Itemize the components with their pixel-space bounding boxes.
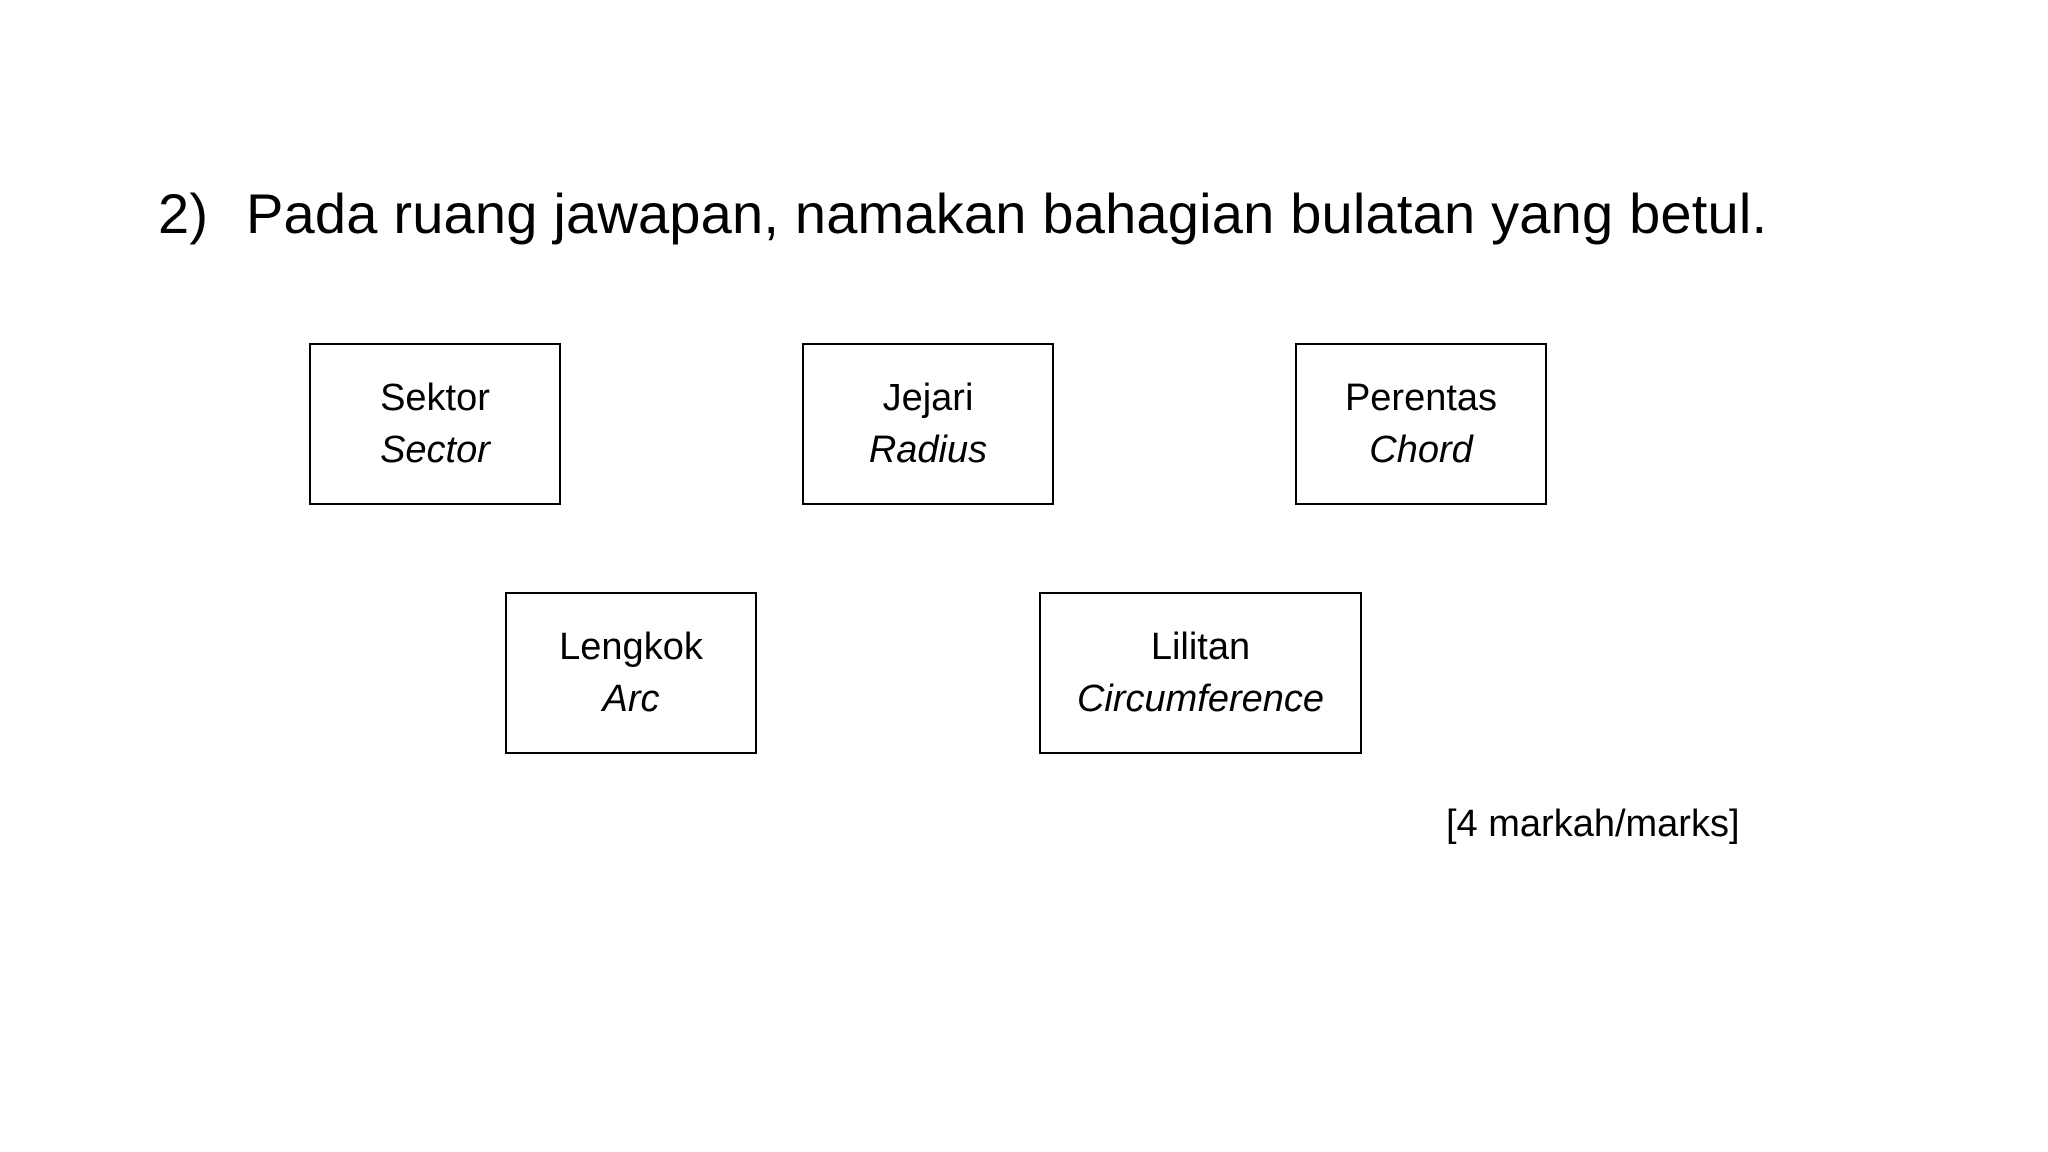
term-english: Arc (602, 678, 660, 720)
term-box-chord (1295, 343, 1547, 505)
term-box-radius (802, 343, 1054, 505)
term-english: Radius (868, 429, 988, 471)
term-box-circumference (1039, 592, 1362, 754)
term-malay: Lengkok (559, 626, 703, 668)
question-line (158, 178, 1767, 250)
term-malay: Perentas (1344, 377, 1498, 419)
term-malay: Sektor (380, 377, 490, 419)
term-english: Sector (380, 429, 490, 471)
term-box-sector (309, 343, 561, 505)
marks-label: [4 markah/marks] (1446, 803, 1740, 845)
term-english: Circumference (1076, 678, 1325, 720)
question-text: Pada ruang jawapan, namakan bahagian bulatan yang betul. (246, 182, 1768, 245)
term-malay: Lilitan (1150, 626, 1251, 668)
term-english: Chord (1369, 429, 1473, 471)
term-malay: Jejari (882, 377, 974, 419)
term-box-arc (505, 592, 757, 754)
question-number: 2) (158, 182, 209, 245)
